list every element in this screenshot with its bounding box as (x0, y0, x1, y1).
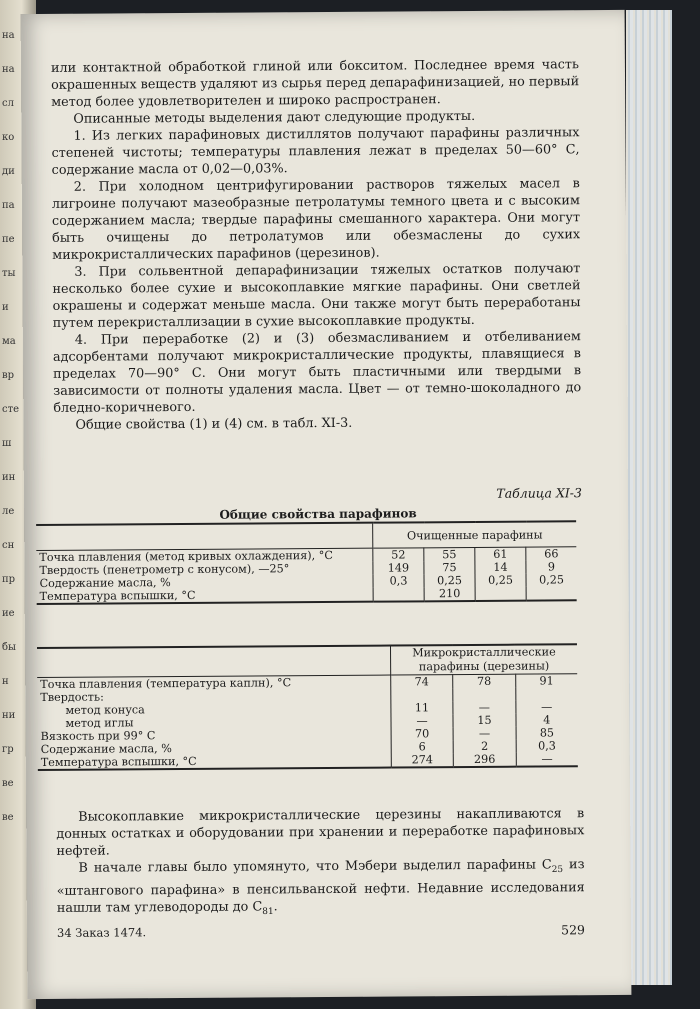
table-cell: 85 (516, 726, 578, 739)
body-text (51, 56, 582, 434)
table-cell: — (391, 714, 453, 727)
signature-mark: 34 Заказ 1474. (56, 925, 147, 940)
table-cell (515, 687, 577, 700)
table-cell (391, 688, 453, 701)
table-cell: 91 (515, 674, 577, 688)
left-page-fragment: ие (2, 608, 15, 619)
paragraph: Высокоплавкие микрокристаллические церезины накапливаются в донных остатках и оборудовании при хранении и переработке парафиновых нефтей. (56, 806, 585, 859)
left-page-fragment: сл (2, 98, 14, 109)
table-cell: — (516, 752, 578, 766)
left-page-fragment: ве (2, 778, 14, 789)
left-page-fragment: ди (2, 166, 15, 177)
table-cell: 78 (453, 674, 515, 688)
row-label: Твердость (пенетрометр с конусом), —25° (39, 562, 290, 578)
table-cell: 0,3 (516, 739, 578, 752)
table-cell: 149 (373, 561, 424, 574)
left-page-fragment: пр (2, 574, 16, 585)
paragraph: или контактной обработкой глиной или бокситом. Последнее время часть окрашенных веществ удаляют из сырья перед депарафинизацией, но первый метод более удовлетворителен и широко распространен. (50, 57, 580, 110)
left-page-fragment: на (2, 64, 15, 75)
closing-text (56, 805, 585, 922)
row-label: Точка плавления (метод кривых охлаждения), °С (39, 548, 333, 565)
table-cell: 52 (373, 548, 424, 562)
row-label: Твердость: (40, 690, 104, 704)
table-cell: 0,25 (424, 574, 475, 587)
book-page (21, 10, 632, 999)
row-label: Содержание масла, % (39, 576, 171, 591)
table-cell: 9 (526, 560, 577, 573)
left-page-fragment: сн (2, 540, 15, 551)
table-cell: — (453, 727, 515, 740)
table-caption (54, 485, 582, 522)
table-title: Общие свойства парафинов (219, 506, 417, 522)
left-page-fragment: сте (2, 404, 20, 415)
table-cell: 4 (516, 713, 578, 726)
table-cell (453, 688, 515, 701)
paragraph: Описанные методы выделения дают следующие продукты. (73, 108, 476, 127)
left-page-fragment: н (2, 676, 9, 687)
table-cell: 2 (453, 740, 515, 753)
left-page-fragment: па (2, 200, 15, 211)
table-row (37, 586, 577, 604)
row-label: Температура вспышки, °С (37, 588, 374, 604)
table-cell: 0,25 (475, 574, 526, 587)
paragraph: 2. При холодном центрифугировании растворов тяжелых масел в лигроине получают мазеобразные петролатумы темного цвета и с высоким содержанием масла; твердые парафины смешанного характера. Они могут быть очищены до петролатумов или обезмаслены до сухих микрокристаллических парафинов (церезинов). (51, 176, 581, 263)
paragraph: В начале главы было упомянуто, что Мэбери выделил парафины $C_{25}$ из «штангового парафина» в пенсильванской нефти. Недавние исследования нашли там углеводороды до $C_{81}$. (56, 857, 585, 917)
table-row (38, 752, 578, 770)
table-cell (475, 587, 526, 601)
table-number: Таблица XI-3 (496, 485, 582, 501)
left-page-fragment: и (2, 302, 9, 313)
table-cell: 14 (475, 561, 526, 574)
paragraph: 3. При сольвентной депарафинизации тяжелых остатков получают несколько более сухие и высокоплавкие мягкие парафины. Они светлей окрашены и содержат меньше масла. Они также могут быть переработаны путем перекристаллизации в сухие высокоплавкие продукты. (52, 261, 581, 331)
row-label: метод иглы (65, 716, 134, 730)
left-page-fragment: на (2, 30, 15, 41)
left-page-fragment: ш (2, 438, 12, 449)
book-page-edges (626, 10, 672, 985)
left-page-fragment: пе (2, 234, 15, 245)
table-cell: 15 (453, 714, 515, 727)
row-label: Температура вспышки, °С (38, 754, 391, 770)
table-cell: — (515, 700, 577, 713)
left-page-fragment: ко (2, 132, 15, 143)
row-label: Точка плавления (температура каплн), °С (40, 676, 292, 691)
table-cell: 55 (424, 547, 475, 561)
left-page-fragment: бы (2, 642, 16, 653)
page-footer (57, 922, 585, 940)
table-cell: 6 (391, 740, 453, 753)
table-cell: 210 (424, 587, 475, 601)
row-label: метод конуса (65, 703, 145, 717)
table-cell: 74 (391, 675, 453, 689)
page-number: 529 (561, 922, 586, 938)
microcrystalline-table (37, 643, 578, 771)
left-page-fragment: ни (2, 710, 16, 721)
refined-paraffins-table (36, 520, 577, 605)
table-cell (373, 587, 424, 601)
table-cell: 296 (453, 753, 516, 767)
left-page-fragment: гр (2, 744, 14, 755)
paragraph: 4. При переработке (2) и (3) обезмасливанием и отбеливанием адсорбентами получают микрокристаллические продукты, плавящиеся в пределах 70—90° С. Они могут быть пластичными или твердыми в зависимости от полноты удаления масла. Цвет — от темно-шоколадного до бледно-коричневого. (52, 329, 582, 416)
left-page-fragment: вр (2, 370, 15, 381)
left-page-fragment: ты (2, 268, 16, 279)
table-cell: 61 (475, 547, 526, 561)
left-page-fragment: ле (2, 506, 15, 517)
table-group-header: Очищенные парафины (373, 521, 577, 548)
left-page-fragment: ве (2, 812, 14, 823)
table-cell: 0,3 (373, 574, 424, 587)
row-label: Содержание масла, % (40, 742, 172, 756)
table-cell: 66 (526, 547, 577, 561)
table-cell: 274 (391, 753, 454, 767)
table-group-header: Микрокристаллические парафины (церезины) (390, 644, 577, 675)
left-page-fragment: ин (2, 472, 16, 483)
paragraph: 1. Из легких парафиновых дистиллятов получают парафины различных степеней чистоты; температуры плавления лежат в пределах 50—60° С, содержание масла от 0,02—0,03%. (51, 125, 580, 178)
table-cell: 70 (391, 727, 453, 740)
row-label: Вязкость при 99° С (40, 729, 156, 743)
left-page-fragment: ма (2, 336, 16, 347)
table-cell: 11 (391, 701, 453, 714)
table-cell: — (453, 701, 515, 714)
table-cell (526, 586, 577, 600)
table-cell: 75 (424, 561, 475, 574)
paragraph: Общие свойства (1) и (4) см. в табл. XI-3. (75, 415, 353, 433)
table-cell: 0,25 (526, 573, 577, 586)
